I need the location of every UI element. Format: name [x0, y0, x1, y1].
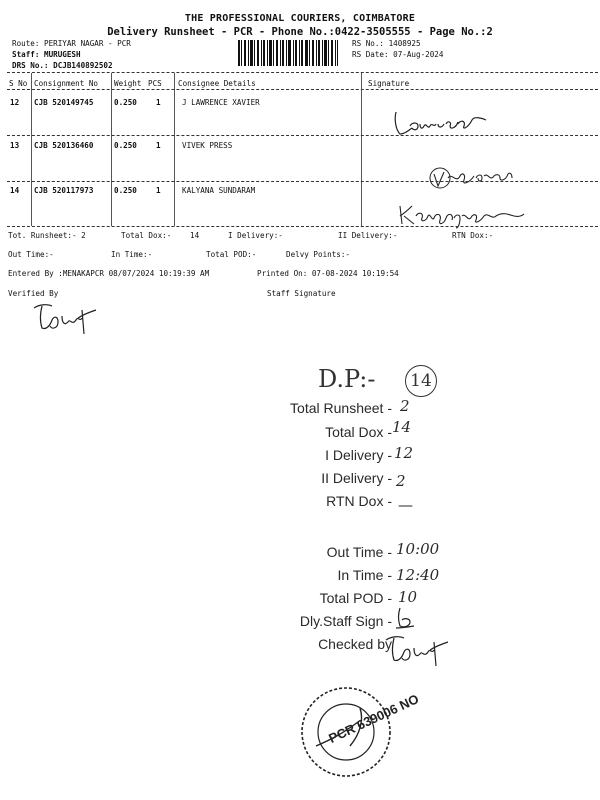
row-pcs: 1 — [156, 141, 161, 150]
row-rule — [7, 181, 598, 182]
summary-total-runsheet-value: 2 — [400, 397, 410, 415]
dp-value: 14 — [405, 365, 437, 397]
col-weight: Weight — [114, 79, 142, 88]
signature-vivek-press — [426, 164, 526, 194]
route: Route: PERIYAR NAGAR - PCR — [12, 39, 131, 48]
summary-out-time-label: Out Time - — [326, 544, 392, 560]
summary-rtn-dox-label: RTN Dox - — [326, 493, 392, 509]
summary-total-pod-value: 10 — [398, 588, 418, 606]
rs-date: RS Date: 07-Aug-2024 — [352, 50, 444, 59]
summary-total-dox-label: Total Dox - — [325, 424, 392, 440]
summary-ii-delivery-label: II Delivery - — [321, 470, 392, 486]
col-divider — [31, 73, 32, 226]
summary-out-time-value: 10:00 — [396, 540, 440, 558]
entered-by: Entered By :MENAKAPCR 08/07/2024 10:19:39 AM — [8, 269, 210, 278]
rs-number: RS No.: 1408925 — [352, 39, 421, 48]
printed-on: Printed On: 07-08-2024 10:19:54 — [257, 269, 399, 278]
dp-label: D.P:- — [318, 365, 376, 393]
summary-ii-delivery-value: 2 — [396, 472, 406, 490]
rtn-dox-label: RTN Dox:- — [452, 231, 494, 240]
tot-runsheet: Tot. Runsheet:- 2 — [8, 231, 86, 240]
in-time-label: In Time:- — [111, 250, 153, 259]
summary-checked-by-label: Checked by — [318, 636, 392, 652]
staff: Staff: MURUGESH — [12, 50, 81, 59]
summary-i-delivery-label: I Delivery - — [325, 447, 392, 463]
row-sno: 14 — [10, 186, 20, 195]
summary-rtn-dox-value: — — [398, 496, 413, 514]
col-divider — [111, 73, 112, 226]
summary-dly-staff-sign-label: Dly.Staff Sign - — [299, 613, 392, 629]
row-consignee: KALYANA SUNDARAM — [182, 186, 256, 195]
checked-by-initials-signature — [382, 632, 452, 668]
dly-staff-signature — [392, 606, 418, 630]
row-consignee: VIVEK PRESS — [182, 141, 233, 150]
col-pcs: PCS — [148, 79, 162, 88]
row-consignment: CJB 520117973 — [34, 186, 94, 195]
row-rule — [7, 135, 598, 136]
row-weight: 0.250 — [114, 141, 137, 150]
col-divider — [174, 73, 175, 226]
col-consignee: Consignee Details — [178, 79, 256, 88]
summary-in-time-value: 12:40 — [396, 566, 440, 584]
runsheet-title: Delivery Runsheet - PCR - Phone No.:0422-3505555 - Page No.:2 — [107, 26, 493, 38]
row-consignment: CJB 520136460 — [34, 141, 94, 150]
total-dox-value: 14 — [190, 231, 200, 240]
row-pcs: 1 — [156, 98, 161, 107]
row-sno: 12 — [10, 98, 20, 107]
row-sno: 13 — [10, 141, 20, 150]
out-time-label: Out Time:- — [8, 250, 54, 259]
row-weight: 0.250 — [114, 186, 137, 195]
barcode-image — [238, 40, 338, 66]
stamp-text: PCR 639006 NO — [326, 691, 422, 746]
verified-initials-signature — [30, 300, 100, 336]
col-sno: S No — [9, 79, 28, 88]
col-consignment: Consignment No — [34, 79, 99, 88]
summary-total-dox-value: 14 — [392, 418, 412, 436]
col-signature: Signature — [368, 79, 410, 88]
summary-total-pod-label: Total POD - — [319, 590, 392, 606]
table-header-rule — [7, 89, 598, 90]
drs-number: DRS No.: DCJB140892502 — [12, 61, 113, 70]
i-delivery-label: I Delivery:- — [228, 231, 283, 240]
verified-by-label: Verified By — [8, 289, 59, 298]
row-consignee: J LAWRENCE XAVIER — [182, 98, 260, 107]
ii-delivery-label: II Delivery:- — [338, 231, 398, 240]
company-name: THE PROFESSIONAL COURIERS, COIMBATORE — [184, 13, 416, 24]
staff-signature-label: Staff Signature — [267, 289, 336, 298]
company-stamp — [290, 676, 422, 786]
summary-in-time-label: In Time - — [337, 567, 392, 583]
table-bottom-rule — [7, 226, 598, 227]
row-weight: 0.250 — [114, 98, 137, 107]
row-consignment: CJB 520149745 — [34, 98, 94, 107]
summary-i-delivery-value: 12 — [394, 444, 414, 462]
col-divider — [361, 73, 362, 226]
summary-total-runsheet-label: Total Runsheet - — [290, 400, 392, 416]
row-pcs: 1 — [156, 186, 161, 195]
table-top-rule — [7, 72, 598, 73]
total-pod-label: Total POD:- — [206, 250, 257, 259]
total-dox-label: Total Dox:- — [121, 231, 172, 240]
delvy-points-label: Delvy Points:- — [286, 250, 351, 259]
